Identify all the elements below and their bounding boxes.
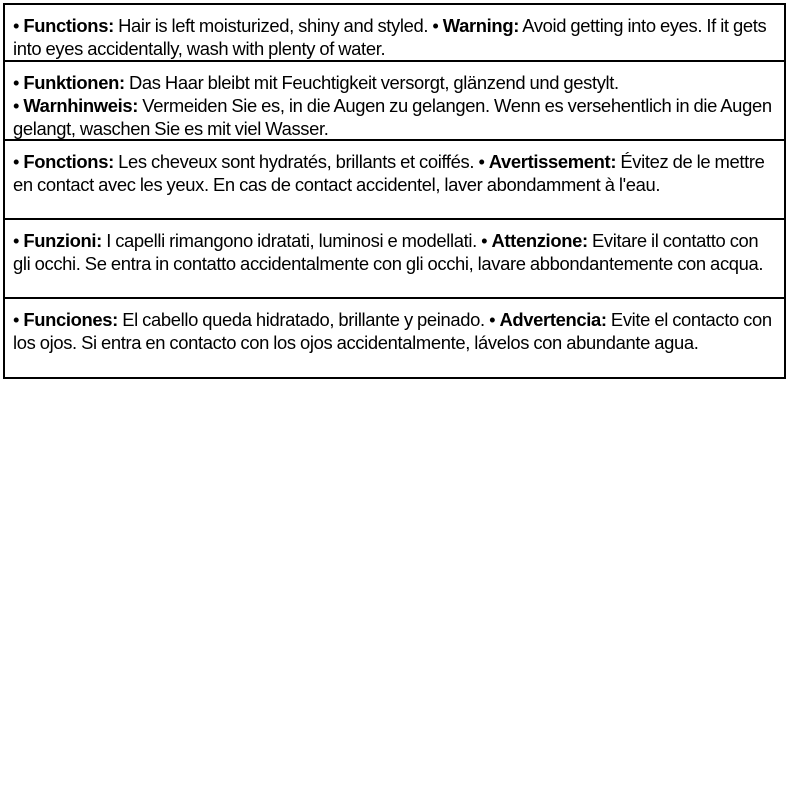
info-row-spanish (5, 297, 784, 377)
functions-text: Das Haar bleibt mit Feuchtigkeit versorgt, glänzend und gestylt. (129, 72, 619, 93)
bullet: • (489, 309, 500, 330)
info-row-english (5, 5, 784, 60)
warning-label: Avertissement: (488, 151, 617, 172)
functions-text: I capelli rimangono idratati, luminosi e modellati. (106, 230, 477, 251)
functions-text: El cabello queda hidratado, brillante y peinado. (122, 309, 485, 330)
warning-text: Evitare il contatto con gli occhi. Se entra in contatto accidentalmente con gli occhi, lavare abbondantemente con acqua. (13, 230, 764, 274)
info-row-italian (5, 218, 784, 297)
bullet: • (13, 95, 24, 116)
warning-label: Warnhinweis: (23, 95, 139, 116)
info-text (13, 229, 777, 275)
warning-label: Warning: (442, 15, 519, 36)
functions-label: Funciones: (23, 309, 118, 330)
bullet: • (13, 151, 24, 172)
warning-text: Evite el contacto con los ojos. Si entra en contacto con los ojos accidentalmente, lávelos con abundante agua. (13, 309, 772, 353)
warning-text: Évitez de le mettre en contact avec les yeux. En cas de contact accidentel, laver abondamment à l'eau. (13, 151, 765, 195)
info-text (13, 71, 777, 139)
bullet: • (432, 15, 443, 36)
functions-label: Functions: (23, 15, 114, 36)
info-row-german (5, 60, 784, 139)
bullet: • (13, 15, 24, 36)
product-info-table (3, 3, 786, 379)
functions-label: Fonctions: (23, 151, 114, 172)
bullet: • (481, 230, 492, 251)
warning-label: Attenzione: (491, 230, 588, 251)
bullet: • (478, 151, 489, 172)
warning-label: Advertencia: (499, 309, 607, 330)
info-text (13, 150, 777, 196)
bullet: • (13, 230, 24, 251)
info-text (13, 308, 777, 354)
warning-text: Vermeiden Sie es, in die Augen zu gelangen. Wenn es versehentlich in die Augen gelangt, waschen Sie es mit viel Wasser. (13, 95, 772, 139)
functions-text: Hair is left moisturized, shiny and styled. (118, 15, 429, 36)
functions-text: Les cheveux sont hydratés, brillants et coiffés. (118, 151, 475, 172)
warning-text: Avoid getting into eyes. If it gets into eyes accidentally, wash with plenty of water. (13, 15, 767, 59)
info-text (13, 14, 777, 60)
bullet: • (13, 72, 24, 93)
info-row-french (5, 139, 784, 218)
functions-label: Funzioni: (23, 230, 102, 251)
functions-label: Funktionen: (23, 72, 125, 93)
bullet: • (13, 309, 24, 330)
